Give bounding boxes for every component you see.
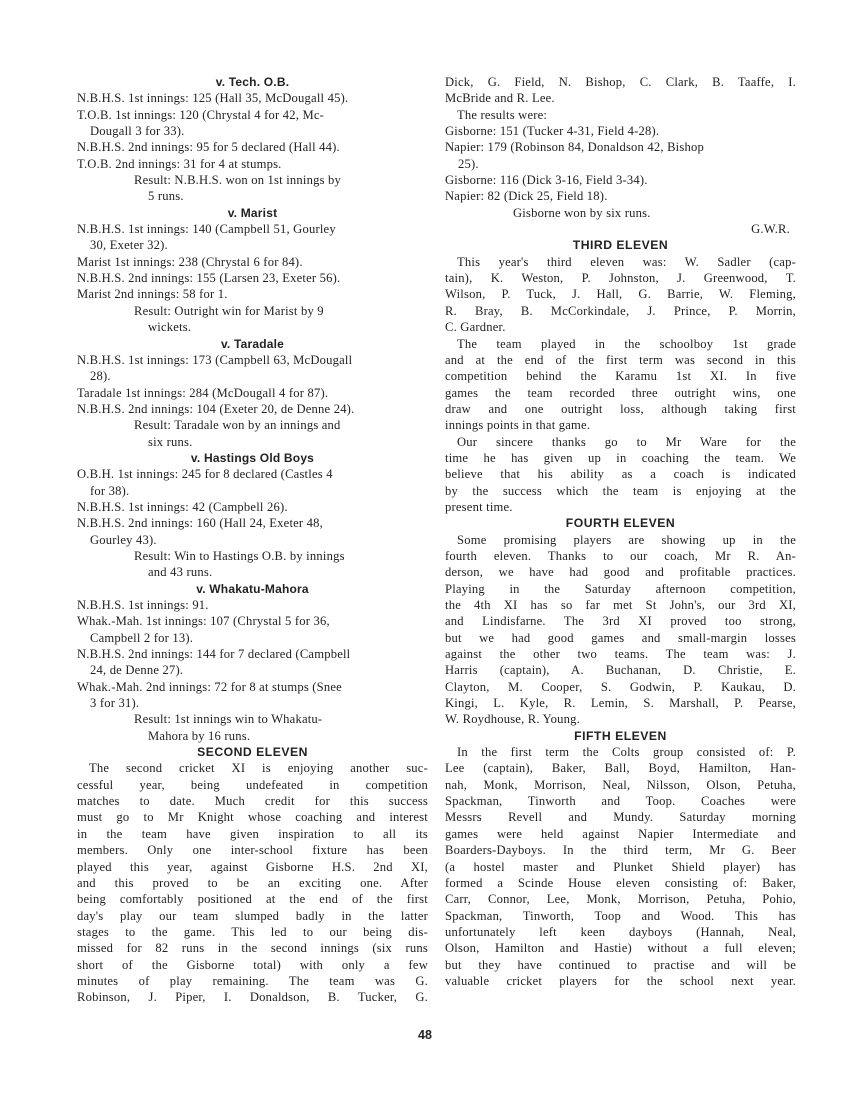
results-intro: The results were: [457, 107, 548, 122]
paragraph-line: being comfortably positioned at the end of the first [77, 892, 428, 907]
score-line: N.B.H.S. 1st innings: 173 (Campbell 63, McDougall [77, 352, 353, 367]
result-line: Result: N.B.H.S. won on 1st innings by [134, 173, 342, 188]
result-line: 5 runs. [148, 189, 184, 204]
paragraph-line: Olson, Hamilton and Hastie) without a full eleven; [445, 941, 796, 956]
score-line: 3 for 31). [90, 696, 140, 711]
paragraph-line: missed for 82 runs in the second innings (six runs [77, 941, 428, 956]
result-line: six runs. [148, 434, 193, 449]
match-heading-hastings: v. Hastings Old Boys [190, 450, 315, 465]
result-line: and 43 runs. [148, 565, 213, 580]
paragraph-line: valuable cricket players for the school next year. [445, 973, 796, 988]
paragraph-line: Carr, Connor, Lee, Monk, Morrison, Petuha, Pohio, [445, 892, 796, 907]
score-line: O.B.H. 1st innings: 245 for 8 declared (Castles 4 [77, 467, 333, 482]
score-line: N.B.H.S. 2nd innings: 104 (Exeter 20, de Denne 24). [77, 401, 355, 416]
paragraph-line: The second cricket XI is enjoying another suc- [89, 761, 428, 776]
paragraph-line: McBride and R. Lee. [445, 91, 555, 106]
result-line: Mahora by 16 runs. [148, 728, 251, 743]
paragraph-line: formed a Scinde House eleven consisting of: Baker, [445, 875, 796, 890]
paragraph-line: Clayton, M. Cooper, S. Godwin, P. Kaukau, D. [445, 679, 796, 694]
score-line: Whak.-Mah. 2nd innings: 72 for 8 at stumps (Snee [77, 679, 342, 694]
paragraph-line: This year's third eleven was: W. Sadler (cap- [457, 254, 796, 269]
page-number: 48 [418, 1028, 432, 1042]
paragraph-line: draw and one outright loss, although taking first [445, 401, 796, 416]
paragraph-line: W. Roydhouse, R. Young. [445, 712, 580, 727]
paragraph-line: in the team have given inspiration to all its [77, 826, 428, 841]
paragraph-line: and Lindisfarne. The 3rd XI proved too strong, [445, 614, 796, 629]
score-line: Gisborne: 116 (Dick 3-16, Field 3-34). [445, 173, 648, 188]
result-line: Result: Outright win for Marist by 9 [134, 303, 324, 318]
score-line: 24, de Denne 27). [90, 663, 184, 678]
paragraph-line: R. Bray, B. McCorkindale, J. Prince, P. Morrin, [445, 303, 796, 318]
paragraph-line: C. Gardner. [445, 320, 506, 335]
score-line: N.B.H.S. 2nd innings: 144 for 7 declared (Campbell [77, 647, 351, 662]
section-heading-second-eleven: SECOND ELEVEN [197, 745, 308, 760]
paragraph-line: but we had good games and small-margin losses [445, 630, 796, 645]
paragraph-line: Boarders-Dayboys. In the third term, Mr G. Beer [445, 843, 796, 858]
score-line: Gisborne: 151 (Tucker 4-31, Field 4-28). [445, 124, 660, 139]
score-line: N.B.H.S. 2nd innings: 160 (Hall 24, Exeter 48, [77, 516, 324, 531]
paragraph-line: The team played in the schoolboy 1st grade [457, 336, 796, 351]
score-line: N.B.H.S. 2nd innings: 155 (Larsen 23, Exeter 56). [77, 271, 341, 286]
paragraph-line: In the first term the Colts group consisted of: P. [457, 745, 796, 760]
paragraph-line: matches to date. Much credit for this success [77, 794, 428, 809]
paragraph-line: short of the Gisborne total) with only a few [77, 957, 428, 972]
paragraph-line: (a hostel master and Plunket Shield player) has [445, 859, 796, 874]
paragraph-line: by the success which the team is enjoying at the [445, 483, 796, 498]
score-line: Gourley 43). [90, 532, 157, 547]
paragraph-line: nah, Monk, Morrison, Neal, Nilsson, Olson, Petuha, [445, 777, 796, 792]
score-line: 28). [90, 369, 111, 384]
author-initials: G.W.R. [751, 222, 790, 237]
paragraph-line: Harris (captain), A. Buchanan, D. Christie, E. [445, 663, 796, 678]
paragraph-line: derson, we have had good and profitable practices. [445, 565, 796, 580]
paragraph-line: cessful year, being undefeated in competition [77, 777, 428, 792]
paragraph-line: stages to the game. This led to our being dis- [77, 924, 428, 939]
paragraph-line: tain), K. Weston, P. Johnston, J. Greenwood, T. [445, 271, 796, 286]
section-heading-third-eleven: THIRD ELEVEN [572, 238, 669, 253]
result-line: Result: Win to Hastings O.B. by innings [134, 548, 345, 563]
score-line: N.B.H.S. 1st innings: 125 (Hall 35, McDougall 45). [77, 91, 349, 106]
score-line: Dougall 3 for 33). [90, 124, 185, 139]
score-line: N.B.H.S. 1st innings: 42 (Campbell 26). [77, 499, 288, 514]
score-line: N.B.H.S. 1st innings: 91. [77, 598, 209, 612]
paragraph-line: fourth eleven. Thanks to our coach, Mr R. An- [445, 548, 796, 563]
paragraph-line: played this year, against Gisborne H.S. 2nd XI, [77, 859, 428, 874]
match-heading-whakatu: v. Whakatu-Mahora [196, 581, 309, 596]
score-line: N.B.H.S. 1st innings: 140 (Campbell 51, Gourley [77, 222, 336, 237]
score-line: Marist 2nd innings: 58 for 1. [77, 287, 228, 302]
paragraph-line: Wilson, P. Tuck, J. Hall, G. Barrie, W. Fleming, [445, 287, 796, 302]
paragraph-line: present time. [445, 499, 513, 514]
score-line: T.O.B. 1st innings: 120 (Chrystal 4 for 42, Mc- [77, 107, 325, 122]
paragraph-line: unfortunately left keen dayboys (Hannah, Neal, [445, 924, 796, 939]
result-line: Result: Taradale won by an innings and [134, 418, 341, 433]
paragraph-line: Our sincere thanks go to Mr Ware for the [457, 434, 796, 449]
paragraph-line: Playing in the Saturday afternoon competition, [445, 581, 796, 596]
paragraph-line: Kingi, L. Kyle, R. Lemin, S. Marshall, P. Pearse, [445, 696, 796, 711]
score-line: N.B.H.S. 2nd innings: 95 for 5 declared (Hall 44). [77, 140, 340, 155]
paragraph-line: time he has given up in coaching the team. We [445, 450, 796, 465]
result-line: wickets. [148, 320, 192, 335]
paragraph-line: competition behind the Karamu 1st XI. In five [445, 369, 796, 384]
paragraph-line: day's play our team slumped badly in the latter [77, 908, 428, 923]
match-heading-tech: v. Tech. O.B. [215, 75, 290, 89]
paragraph-line: and at the end of the first term was second in this [445, 352, 796, 367]
paragraph-line: but they have continued to practise and will be [445, 957, 796, 972]
score-line: T.O.B. 2nd innings: 31 for 4 at stumps. [77, 156, 282, 171]
paragraph-line: minutes of play remaining. The team was G. [77, 973, 428, 988]
paragraph-line: innings points in that game. [445, 418, 591, 433]
paragraph-line: Dick, G. Field, N. Bishop, C. Clark, B. Taaffe, I. [445, 75, 796, 89]
score-line: 30, Exeter 32). [90, 238, 168, 253]
right-column [445, 74, 796, 989]
paragraph-line: members. Only one inter-school fixture has been [77, 843, 428, 858]
match-heading-taradale: v. Taradale [220, 336, 285, 351]
score-line: Marist 1st innings: 238 (Chrystal 6 for 84). [77, 254, 303, 269]
paragraph-line: Spackman, Tinworth and Toop. Coaches were [445, 794, 796, 809]
paragraph-line: against the other two teams. The team was: J. [445, 647, 796, 662]
paragraph-line: games the team recorded three outright wins, one [445, 385, 796, 400]
paragraph-line: Some promising players are showing up in the [457, 532, 796, 547]
section-heading-fourth-eleven: FOURTH ELEVEN [565, 516, 676, 531]
score-line: for 38). [90, 483, 130, 498]
score-line: Campbell 2 for 13). [90, 630, 194, 645]
paragraph-line: must go to Mr Knight whose coaching and interest [77, 810, 428, 825]
score-line: Napier: 179 (Robinson 84, Donaldson 42, Bishop [445, 140, 704, 155]
score-line: Whak.-Mah. 1st innings: 107 (Chrystal 5 for 36, [77, 614, 330, 629]
score-line: Napier: 82 (Dick 25, Field 18). [445, 189, 608, 204]
paragraph-line: games were held against Napier Intermediate and [445, 826, 796, 841]
paragraph-line: and this proved to be an exciting one. After [77, 875, 428, 890]
result-line: Gisborne won by six runs. [513, 205, 651, 220]
left-column [77, 74, 428, 1006]
paragraph-line: Messrs Revell and Mundy. Saturday morning [445, 810, 796, 825]
paragraph-line: Robinson, J. Piper, I. Donaldson, B. Tucker, G. [77, 990, 428, 1005]
paragraph-line: Lee (captain), Baker, Ball, Boyd, Hamilton, Han- [445, 761, 796, 776]
score-line: 25). [458, 156, 479, 171]
paragraph-line: the 4th XI has so far met St John's, our 3rd XI, [445, 598, 796, 612]
paragraph-line: Spackman, Tinworth, Toop and Wood. This has [445, 908, 796, 923]
paragraph-line: believe that his ability as a coach is indicated [445, 467, 796, 482]
score-line: Taradale 1st innings: 284 (McDougall 4 for 87). [77, 385, 329, 400]
section-heading-fifth-eleven: FIFTH ELEVEN [574, 728, 667, 743]
match-heading-marist: v. Marist [227, 205, 278, 220]
result-line: Result: 1st innings win to Whakatu- [134, 712, 323, 727]
